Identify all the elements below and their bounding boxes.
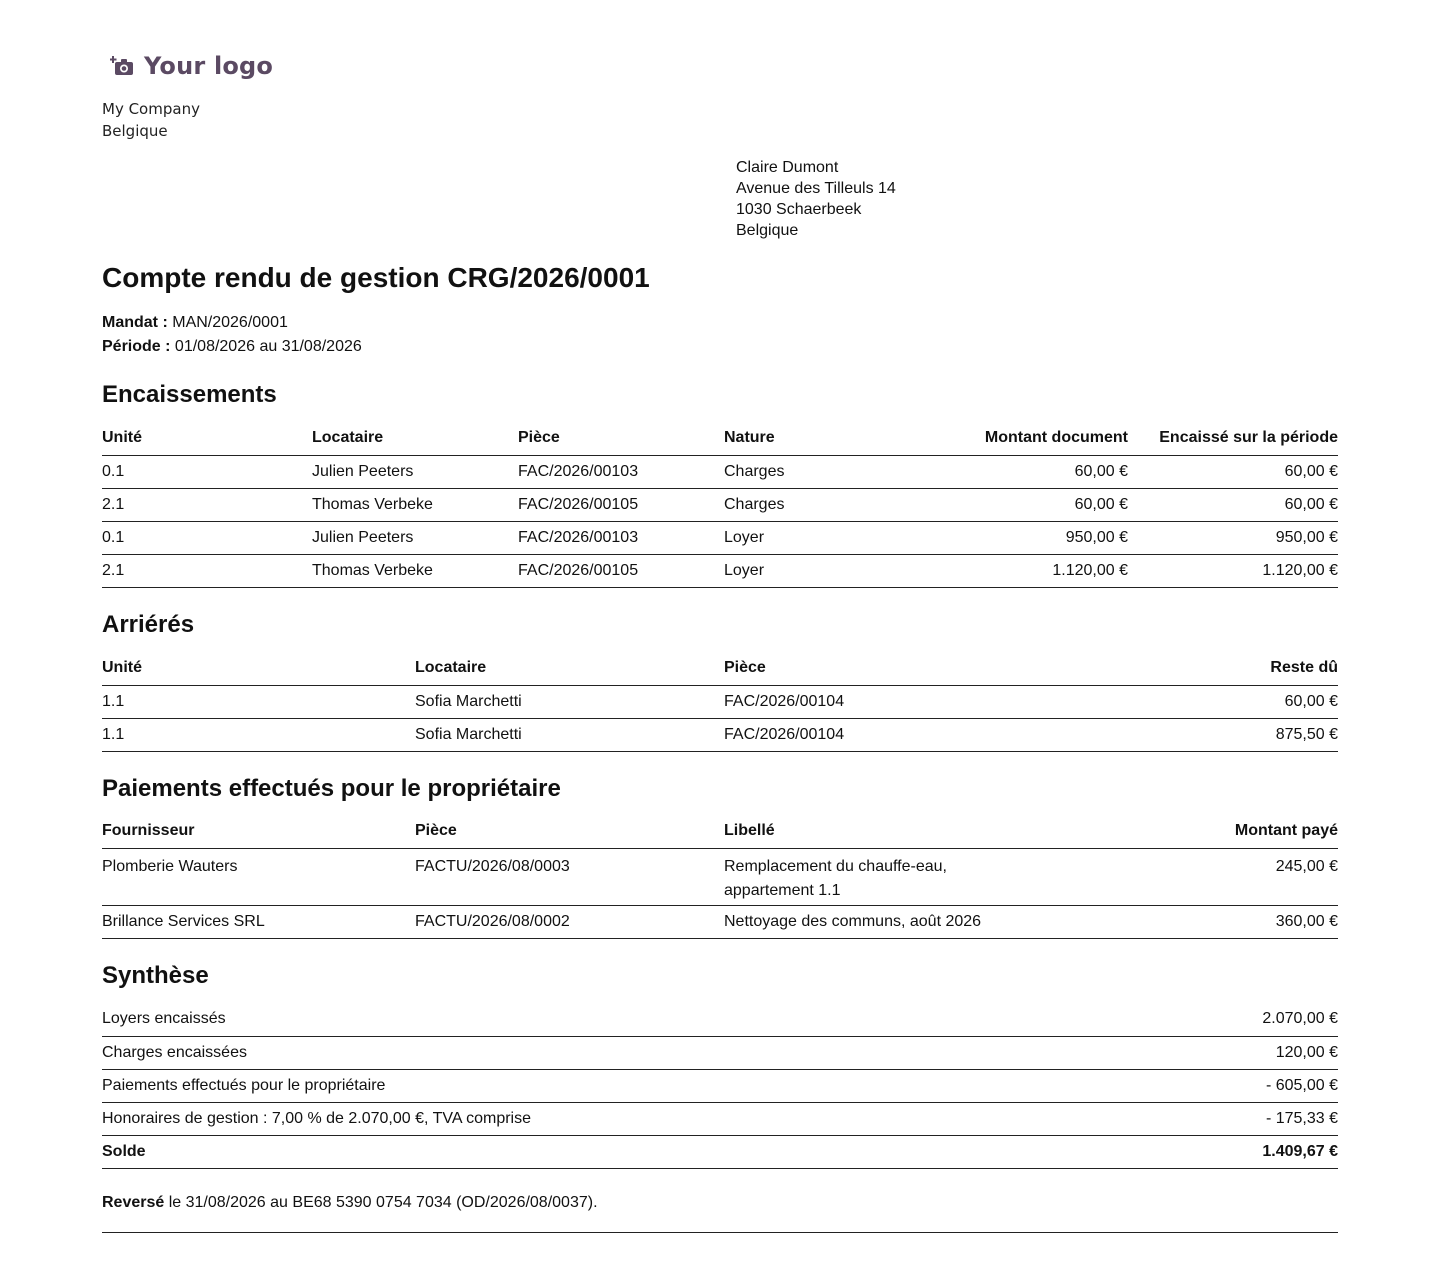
cell-montant-paye: 245,00 €	[1033, 848, 1338, 905]
cell-nature: Charges	[724, 455, 930, 488]
table-row	[102, 905, 1338, 938]
cell-unite: 1.1	[102, 718, 415, 751]
cell-fournisseur: Plomberie Wauters	[102, 848, 415, 905]
reversement-bold: Reversé	[102, 1194, 165, 1211]
recipient-address	[736, 157, 896, 241]
mandat-value: MAN/2026/0001	[172, 314, 288, 331]
col-header-piece: Pièce	[724, 652, 1033, 685]
camera-plus-icon	[110, 53, 136, 79]
col-header-montant-paye: Montant payé	[1033, 815, 1338, 848]
cell-unite: 0.1	[102, 455, 312, 488]
cell-synthese-label: Charges encaissées	[102, 1036, 1038, 1069]
col-header-locataire: Locataire	[415, 652, 724, 685]
cell-unite: 2.1	[102, 488, 312, 521]
col-header-encaisse: Encaissé sur la période	[1128, 422, 1338, 455]
cell-locataire: Julien Peeters	[312, 521, 518, 554]
periode-label: Période :	[102, 338, 171, 355]
company-country: Belgique	[102, 122, 168, 140]
table-row	[102, 554, 1338, 587]
cell-locataire: Sofia Marchetti	[415, 718, 724, 751]
paiements-table	[102, 815, 1338, 939]
report-meta	[102, 311, 362, 359]
cell-piece: FACTU/2026/08/0003	[415, 848, 724, 905]
company-name: My Company	[102, 100, 200, 118]
footer-divider	[102, 1232, 1338, 1233]
col-header-unite: Unité	[102, 422, 312, 455]
cell-locataire: Julien Peeters	[312, 455, 518, 488]
col-header-locataire: Locataire	[312, 422, 518, 455]
cell-piece: FAC/2026/00103	[518, 455, 724, 488]
col-header-piece: Pièce	[518, 422, 724, 455]
company-logo	[110, 46, 273, 86]
cell-synthese-label: Honoraires de gestion : 7,00 % de 2.070,00 €, TVA comprise	[102, 1102, 1038, 1135]
section-title-arrieres: Arriérés	[102, 611, 195, 638]
cell-locataire: Sofia Marchetti	[415, 685, 724, 718]
section-title-synthese: Synthèse	[102, 962, 209, 989]
cell-encaisse: 950,00 €	[1128, 521, 1338, 554]
col-header-reste-du: Reste dû	[1033, 652, 1338, 685]
cell-nature: Loyer	[724, 521, 930, 554]
cell-locataire: Thomas Verbeke	[312, 488, 518, 521]
cell-montant: 950,00 €	[930, 521, 1128, 554]
periode-value: 01/08/2026 au 31/08/2026	[174, 338, 362, 355]
cell-piece: FAC/2026/00105	[518, 554, 724, 587]
reversement-note	[102, 1194, 598, 1212]
mandat-label: Mandat :	[102, 314, 168, 331]
table-row	[102, 521, 1338, 554]
cell-montant: 60,00 €	[930, 488, 1128, 521]
cell-piece: FAC/2026/00104	[724, 718, 1033, 751]
table-row	[102, 685, 1338, 718]
mandat-line	[102, 311, 362, 335]
cell-synthese-value: - 605,00 €	[1038, 1069, 1338, 1102]
section-title-encaissements: Encaissements	[102, 381, 277, 408]
table-header-row	[102, 652, 1338, 685]
cell-encaisse: 60,00 €	[1128, 488, 1338, 521]
cell-piece: FACTU/2026/08/0002	[415, 905, 724, 938]
cell-montant-paye: 360,00 €	[1033, 905, 1338, 938]
solde-value: 1.409,67 €	[1038, 1135, 1338, 1168]
cell-montant: 60,00 €	[930, 455, 1128, 488]
col-header-nature: Nature	[724, 422, 930, 455]
cell-synthese-label: Loyers encaissés	[102, 1003, 1038, 1036]
table-header-row	[102, 422, 1338, 455]
cell-unite: 0.1	[102, 521, 312, 554]
libelle-line-2: appartement 1.1	[724, 881, 841, 899]
cell-fournisseur: Brillance Services SRL	[102, 905, 415, 938]
table-row	[102, 455, 1338, 488]
cell-locataire: Thomas Verbeke	[312, 554, 518, 587]
solde-label: Solde	[102, 1135, 1038, 1168]
arrieres-table	[102, 652, 1338, 752]
company-address	[102, 98, 200, 142]
cell-piece: FAC/2026/00103	[518, 521, 724, 554]
encaissements-table	[102, 422, 1338, 588]
col-header-montant-document: Montant document	[930, 422, 1128, 455]
libelle-line-1: Remplacement du chauffe-eau,	[724, 857, 947, 875]
cell-libelle: Nettoyage des communs, août 2026	[724, 905, 1033, 938]
table-row	[102, 1069, 1338, 1102]
cell-unite: 1.1	[102, 685, 415, 718]
table-row	[102, 488, 1338, 521]
cell-nature: Charges	[724, 488, 930, 521]
table-row	[102, 1102, 1338, 1135]
cell-reste-du: 60,00 €	[1033, 685, 1338, 718]
col-header-unite: Unité	[102, 652, 415, 685]
recipient-country: Belgique	[736, 222, 799, 239]
table-row-solde	[102, 1135, 1338, 1168]
col-header-piece: Pièce	[415, 815, 724, 848]
cell-piece: FAC/2026/00105	[518, 488, 724, 521]
recipient-street: Avenue des Tilleuls 14	[736, 180, 896, 197]
recipient-name: Claire Dumont	[736, 159, 839, 176]
cell-encaisse: 1.120,00 €	[1128, 554, 1338, 587]
cell-piece: FAC/2026/00104	[724, 685, 1033, 718]
cell-synthese-value: - 175,33 €	[1038, 1102, 1338, 1135]
cell-montant: 1.120,00 €	[930, 554, 1128, 587]
cell-libelle	[724, 848, 1033, 905]
table-header-row	[102, 815, 1338, 848]
cell-synthese-value: 120,00 €	[1038, 1036, 1338, 1069]
table-row	[102, 1036, 1338, 1069]
cell-synthese-label: Paiements effectués pour le propriétaire	[102, 1069, 1038, 1102]
col-header-libelle: Libellé	[724, 815, 1033, 848]
recipient-city: 1030 Schaerbeek	[736, 201, 862, 218]
cell-unite: 2.1	[102, 554, 312, 587]
reversement-text: le 31/08/2026 au BE68 5390 0754 7034 (OD/2026/08/0037).	[164, 1194, 598, 1211]
cell-encaisse: 60,00 €	[1128, 455, 1338, 488]
section-title-paiements: Paiements effectués pour le propriétaire	[102, 775, 561, 802]
logo-text: Your logo	[144, 52, 274, 80]
synthese-table	[102, 1003, 1338, 1169]
table-row	[102, 1003, 1338, 1036]
periode-line	[102, 335, 362, 359]
page-title: Compte rendu de gestion CRG/2026/0001	[102, 262, 650, 293]
col-header-fournisseur: Fournisseur	[102, 815, 415, 848]
table-row	[102, 848, 1338, 905]
cell-synthese-value: 2.070,00 €	[1038, 1003, 1338, 1036]
cell-nature: Loyer	[724, 554, 930, 587]
cell-reste-du: 875,50 €	[1033, 718, 1338, 751]
table-row	[102, 718, 1338, 751]
